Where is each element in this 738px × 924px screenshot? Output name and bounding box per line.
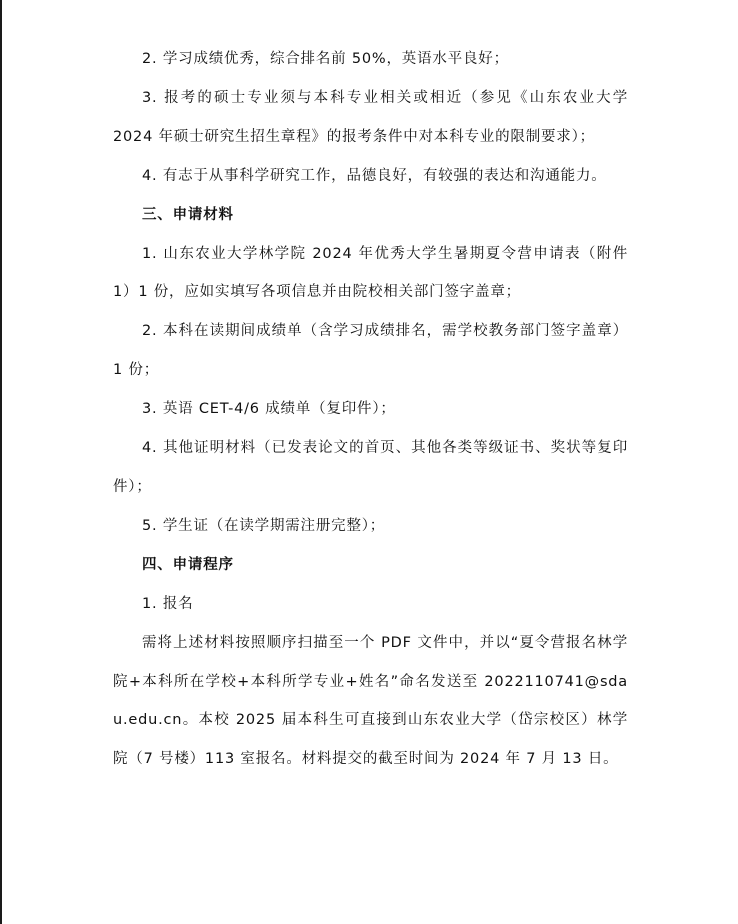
materials-item-4: 4. 其他证明材料（已发表论文的首页、其他各类等级证书、奖状等复印件）； [113,440,628,495]
materials-item-2: 2. 本科在读期间成绩单（含学习成绩排名，需学校教务部门签字盖章）1 份； [113,323,628,379]
section-heading-procedure: 四、申请程序 [142,556,234,573]
procedure-sub-heading-registration: 1. 报名 [142,595,194,612]
materials-item-3: 3. 英语 CET-4/6 成绩单（复印件）； [142,401,396,418]
section-heading-materials: 三、申请材料 [142,206,234,223]
condition-item-3: 3. 报考的硕士专业须与本科专业相关或相近（参见《山东农业大学 2024 年硕士研究生招生章程》的报考条件中对本科专业的限制要求）； [113,89,628,145]
condition-item-2: 2. 学习成绩优秀，综合排名前 50%，英语水平良好； [142,51,509,67]
condition-item-4: 4. 有志于从事科学研究工作，品德良好，有较强的表达和沟通能力。 [142,167,607,184]
procedure-registration-text: 需将上述材料按照顺序扫描至一个 PDF 文件中，并以“夏令营报名林学院+本科所在学校+本科所学专业+姓名”命名发送至 2022110741@sdau.edu.cn。本校 2025 届本科生可直接到山东农业大学（岱宗校区）林学院（7 号楼）113 室报名。材料提交的截至时间为 2024 年 7 月 13 日。 [113,634,628,768]
document-body [113,40,628,779]
materials-item-1: 1. 山东农业大学林学院 2024 年优秀大学生暑期夏令营申请表（附件 1）1 份，应如实填写各项信息并由院校相关部门签字盖章； [113,245,628,301]
page-left-border [0,0,2,924]
materials-item-5: 5. 学生证（在读学期需注册完整）； [142,517,386,534]
